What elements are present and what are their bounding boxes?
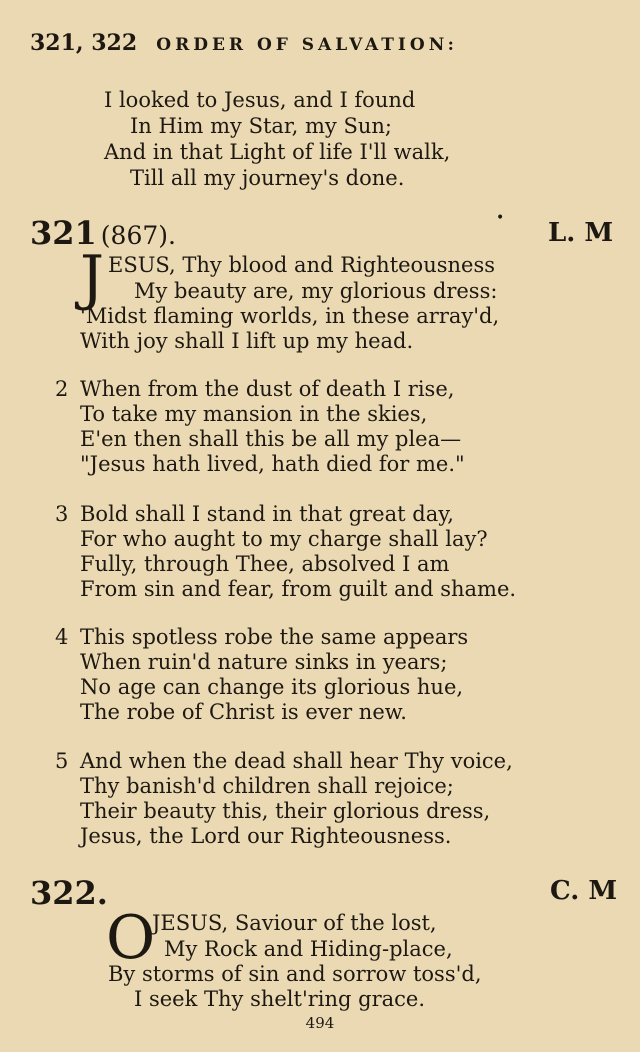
verse-line: With joy shall I lift up my head. <box>80 329 414 353</box>
verse-line: Thy banish'd children shall rejoice; <box>80 774 454 798</box>
stanza-number: 5 <box>55 749 69 773</box>
verse-line: Bold shall I stand in that great day, <box>80 502 454 526</box>
verse-line: "Jesus hath lived, hath died for me." <box>80 452 465 476</box>
verse-line: I seek Thy shelt'ring grace. <box>134 987 425 1011</box>
drop-cap: O <box>106 903 156 973</box>
verse-line: When from the dust of death I rise, <box>80 377 455 401</box>
page-number: 494 <box>305 1014 335 1032</box>
verse-line: Till all my journey's done. <box>130 166 405 190</box>
verse-line: In Him my Star, my Sun; <box>130 114 392 138</box>
verse-line: My Rock and Hiding-place, <box>164 937 453 961</box>
hymn-321-meter: L. M <box>548 218 614 248</box>
verse-line: This spotless robe the same appears <box>80 625 469 649</box>
header-section-title: ORDER OF SALVATION: <box>156 35 458 55</box>
verse-line: E'en then shall this be all my plea— <box>80 427 462 451</box>
verse-line: From sin and fear, from guilt and shame. <box>80 577 517 601</box>
running-header <box>30 30 458 56</box>
verse-line: Fully, through Thee, absolved I am <box>80 552 450 576</box>
verse-line: By storms of sin and sorrow toss'd, <box>108 962 482 986</box>
verse-line: And in that Light of life I'll walk, <box>104 140 451 164</box>
verse-line: I looked to Jesus, and I found <box>104 88 416 112</box>
verse-line: To take my mansion in the skies, <box>80 402 428 426</box>
verse-line: ESUS, Thy blood and Righteousness <box>108 253 496 277</box>
stanza-number: 3 <box>55 502 69 526</box>
hymn-number: 321 <box>30 214 97 252</box>
header-hymn-numbers: 321, 322 <box>30 30 138 56</box>
hymn-322-meter: C. M <box>550 876 618 906</box>
verse-line: When ruin'd nature sinks in years; <box>80 650 448 674</box>
verse-line: The robe of Christ is ever new. <box>80 700 407 724</box>
verse-line: My beauty are, my glorious dress: <box>134 279 498 303</box>
verse-line: 'Midst flaming worlds, in these array'd, <box>80 304 500 328</box>
stanza-number: 2 <box>55 377 69 401</box>
stanza-number: 4 <box>55 625 69 649</box>
hymn-322-number: 322. <box>30 874 108 912</box>
verse-line: And when the dead shall hear Thy voice, <box>80 749 513 773</box>
verse-line: Their beauty this, their glorious dress, <box>80 799 491 823</box>
verse-line: JESUS, Saviour of the lost, <box>152 911 437 935</box>
verse-line: Jesus, the Lord our Righteousness. <box>80 824 452 848</box>
hymn-alt-number: (867). <box>100 221 176 250</box>
verse-line: For who aught to my charge shall lay? <box>80 527 488 551</box>
verse-line: No age can change its glorious hue, <box>80 675 464 699</box>
speck-mark: • <box>496 210 505 226</box>
drop-cap: J <box>80 243 105 313</box>
